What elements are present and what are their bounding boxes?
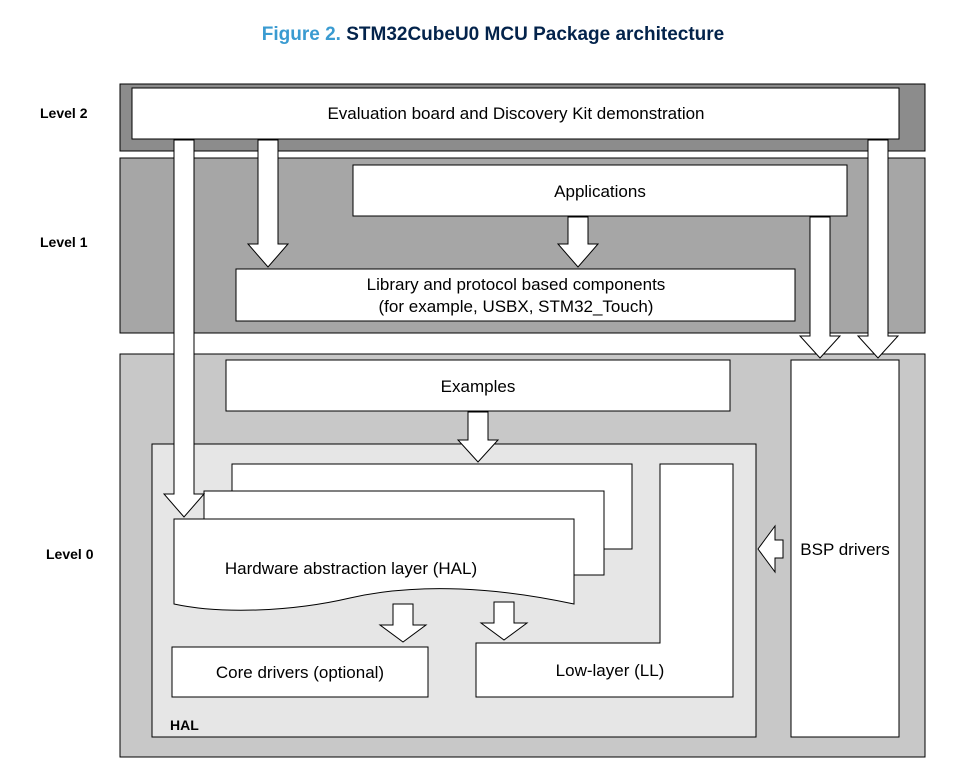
- applications-label: Applications: [554, 182, 646, 201]
- level-2-label: Level 2: [40, 105, 88, 121]
- library-label-line1: Library and protocol based components: [366, 275, 666, 294]
- hal-group-label: HAL: [170, 717, 199, 733]
- bsp-label: BSP drivers: [800, 540, 890, 559]
- hal-layer-label: Hardware abstraction layer (HAL): [224, 559, 478, 578]
- library-label-line2: (for example, USBX, STM32_Touch): [378, 297, 654, 316]
- level-0-label: Level 0: [46, 546, 94, 562]
- evaluation-label: Evaluation board and Discovery Kit demonstration: [327, 104, 705, 123]
- examples-label: Examples: [440, 377, 516, 396]
- level-1-label: Level 1: [40, 234, 88, 250]
- figure-number: Figure 2.: [261, 24, 341, 45]
- figure-caption: STM32CubeU0 MCU Package architecture: [346, 24, 725, 45]
- core-drivers-label: Core drivers (optional): [215, 663, 385, 682]
- low-layer-label: Low-layer (LL): [555, 661, 665, 680]
